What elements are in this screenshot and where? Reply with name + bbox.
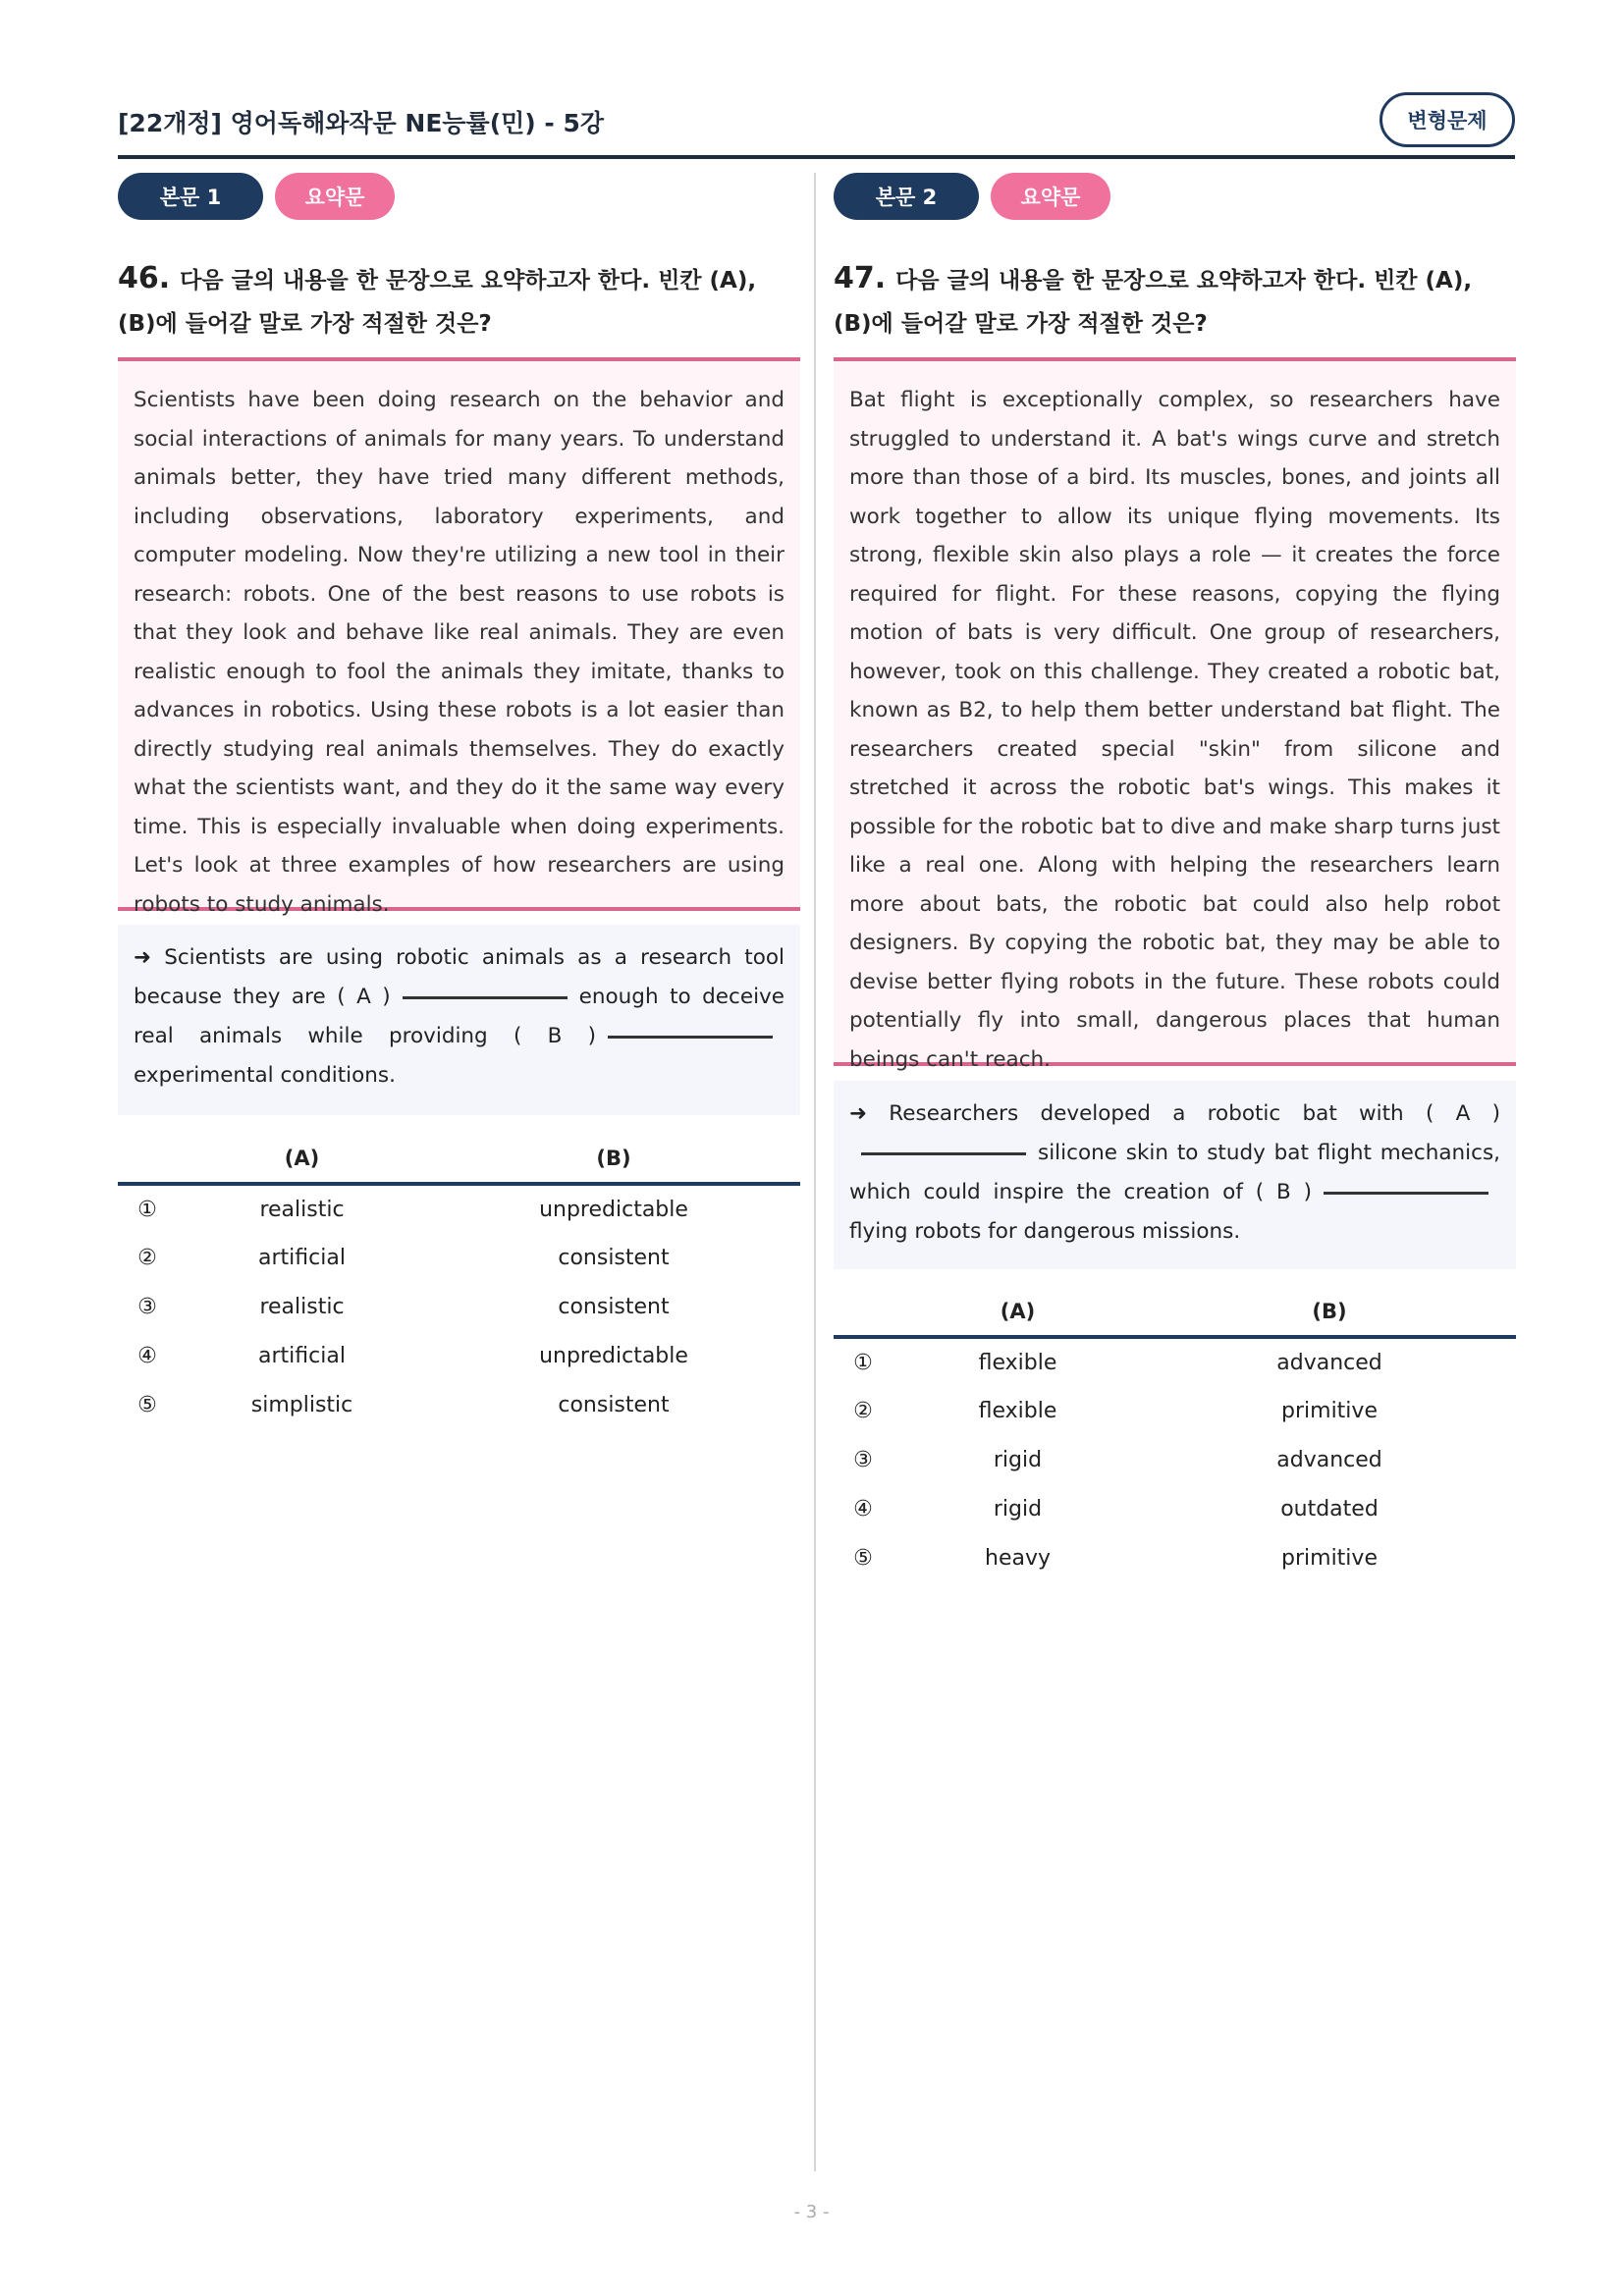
tag-row (118, 173, 395, 222)
passage-text: Bat flight is exceptionally complex, so researchers have struggled to understand it. A bat's wings curve and stretch more than those of a bird. Its muscles, bones, and joints all work together to allow its unique flying movements. Its strong, flexible skin also plays a role — it creates the force required for flight. For these reasons, copying the flying motion of bats is very difficult. One group of researchers, however, took on this challenge. They created a robotic bat, known as B2, to help them better understand bat flight. The researchers created special "skin" from silicone and stretched it across the robotic bat's wings. This makes it possible for the robotic bat to dive and make sharp turns just like a real one. Along with helping the researchers learn more about bats, the robotic bat could also help robot designers. By copying the robotic bat, they may be able to devise better flying robots in the future. These robots could potentially fly into small, dangerous places that human beings can't reach. (834, 357, 1516, 1066)
answer-choice-3[interactable] (118, 1282, 800, 1331)
choice-b: consistent (558, 1245, 670, 1270)
page-number: - 3 - (793, 2202, 830, 2222)
choice-number: ③ (137, 1294, 157, 1319)
choice-number: ② (137, 1245, 157, 1270)
choice-a: simplistic (250, 1392, 353, 1417)
column-divider (814, 173, 816, 2171)
choice-b: primitive (1281, 1398, 1378, 1423)
blank-a (861, 1152, 1026, 1155)
choice-number: ② (853, 1398, 873, 1423)
choices-header-row (118, 1135, 800, 1184)
choice-number: ⑤ (137, 1392, 157, 1417)
choice-number-header (118, 1135, 177, 1184)
answer-choices-table (834, 1288, 1516, 1582)
summary-part-2: silicone skin to study bat flight mechanics, which could inspire the creation of ( B ) (849, 1141, 1500, 1204)
choice-b: advanced (1276, 1447, 1382, 1472)
choice-a: realistic (259, 1294, 345, 1319)
choice-b: unpredictable (539, 1343, 688, 1368)
choice-number: ⑤ (853, 1545, 873, 1571)
summary-part-1: ➜ Scientists are using robotic animals as a research tool because they are ( A ) (134, 945, 784, 1009)
choice-number: ① (853, 1350, 873, 1375)
choice-number: ③ (853, 1447, 873, 1472)
choice-a: flexible (978, 1350, 1057, 1375)
page-header-title: [22개정] 영어독해와작문 NE능률(민) - 5강 (118, 109, 605, 137)
choice-number: ④ (853, 1496, 873, 1522)
answer-choice-1[interactable] (834, 1337, 1516, 1386)
answer-choice-5[interactable] (834, 1533, 1516, 1582)
question-prompt (834, 257, 1516, 346)
answer-choices-table (118, 1135, 800, 1429)
choice-a: heavy (985, 1545, 1051, 1571)
answer-choice-1[interactable] (118, 1184, 800, 1233)
question-number: 46. (118, 261, 171, 295)
summary-part-2: enough to deceive real animals while providing ( B ) (134, 985, 785, 1048)
choice-b: advanced (1276, 1350, 1382, 1375)
choice-a: artificial (258, 1343, 346, 1368)
choice-number: ④ (137, 1343, 157, 1368)
question-prompt (118, 257, 800, 346)
choice-a: artificial (258, 1245, 346, 1270)
passage-tag: 본문 1 (118, 173, 263, 220)
blank-a (403, 996, 568, 999)
column-a-header: (A) (177, 1135, 427, 1184)
question-type-tag: 요약문 (275, 173, 395, 220)
tag-row (834, 173, 1110, 222)
answer-choice-4[interactable] (118, 1331, 800, 1380)
question-column-left (118, 0, 800, 2296)
answer-choice-2[interactable] (118, 1233, 800, 1282)
summary-sentence (834, 1081, 1516, 1269)
choice-a: realistic (259, 1197, 345, 1222)
choice-number: ① (137, 1197, 157, 1222)
choice-number-header (834, 1288, 893, 1337)
choice-b: consistent (558, 1294, 670, 1319)
choice-a: rigid (993, 1447, 1043, 1472)
choice-b: consistent (558, 1392, 670, 1417)
choice-a: rigid (993, 1496, 1043, 1522)
question-text: 다음 글의 내용을 한 문장으로 요약하고자 한다. 빈칸 (A), (B)에 들어갈 말로 가장 적절한 것은? (118, 268, 757, 337)
choice-a: flexible (978, 1398, 1057, 1423)
answer-choice-2[interactable] (834, 1386, 1516, 1435)
choice-b: primitive (1281, 1545, 1378, 1571)
blank-b (1324, 1192, 1488, 1195)
summary-part-3: flying robots for dangerous missions. (849, 1219, 1241, 1244)
answer-choice-4[interactable] (834, 1484, 1516, 1533)
question-column-right (834, 0, 1516, 2296)
choice-b: outdated (1280, 1496, 1379, 1522)
choice-b: unpredictable (539, 1197, 688, 1222)
column-a-header: (A) (893, 1288, 1143, 1337)
question-type-tag: 요약문 (991, 173, 1110, 220)
column-b-header: (B) (1143, 1288, 1516, 1337)
choices-header-row (834, 1288, 1516, 1337)
summary-part-1: ➜ Researchers developed a robotic bat with ( A ) (849, 1101, 1500, 1126)
passage-tag: 본문 2 (834, 173, 979, 220)
summary-part-3: experimental conditions. (134, 1063, 396, 1088)
question-type-badge: 변형문제 (1380, 92, 1515, 147)
question-text: 다음 글의 내용을 한 문장으로 요약하고자 한다. 빈칸 (A), (B)에 들어갈 말로 가장 적절한 것은? (834, 268, 1473, 337)
answer-choice-3[interactable] (834, 1435, 1516, 1484)
passage-text: Scientists have been doing research on the behavior and social interactions of animals for many years. To understand animals better, they have tried many different methods, including observations, laboratory experiments, and computer modeling. Now they're utilizing a new tool in their research: robots. One of the best reasons to use robots is that they look and behave like real animals. They are even realistic enough to fool the animals they imitate, thanks to advances in robotics. Using these robots is a lot easier than directly studying real animals themselves. They do exactly what the scientists want, and they do it the same way every time. This is especially invaluable when doing experiments. Let's look at three examples of how researchers are using robots to study animals. (118, 357, 800, 911)
summary-sentence (118, 925, 800, 1115)
blank-b (608, 1036, 773, 1039)
question-number: 47. (834, 261, 887, 295)
column-b-header: (B) (427, 1135, 800, 1184)
answer-choice-5[interactable] (118, 1380, 800, 1429)
